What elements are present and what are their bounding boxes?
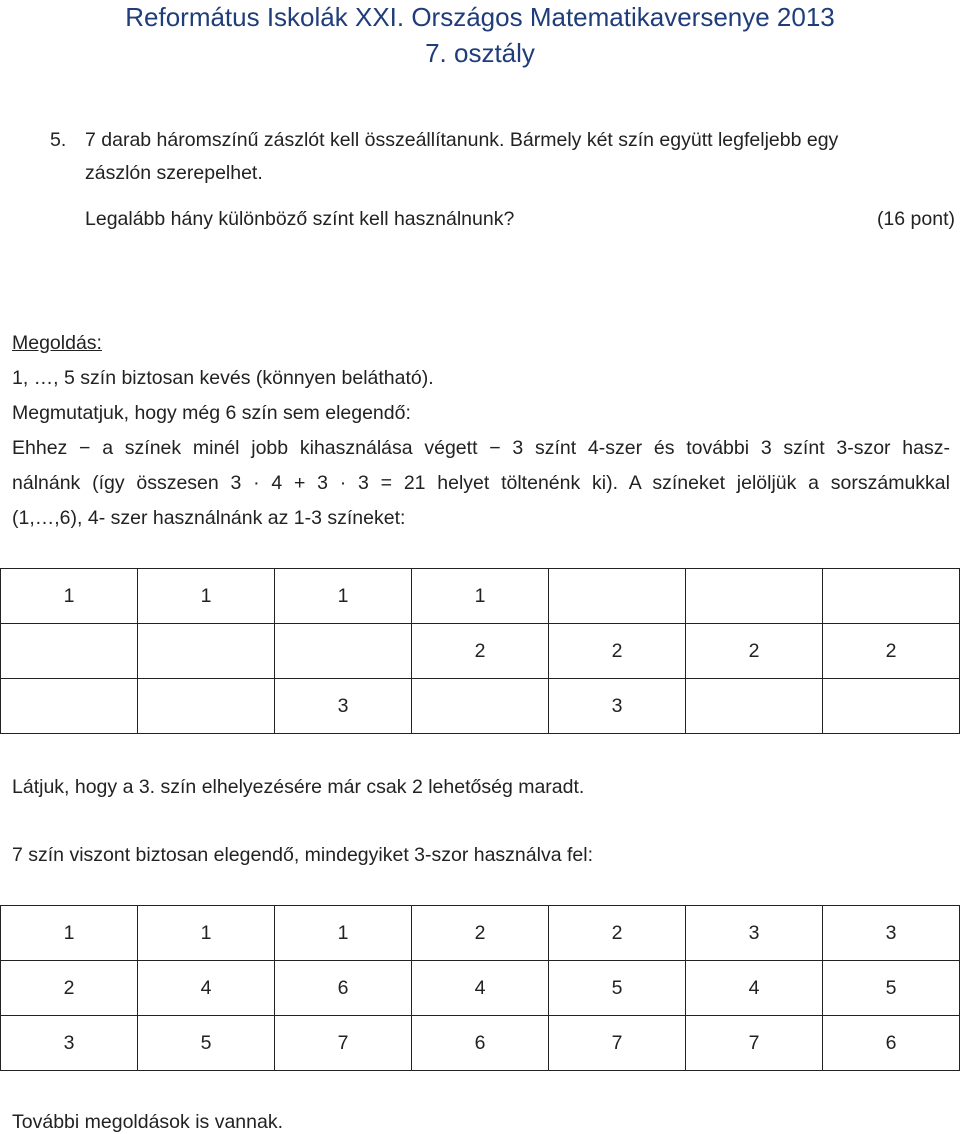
solution-line-5: (1,…,6), 4- szer használnánk az 1-3 színeket: bbox=[12, 507, 406, 529]
page-title: Református Iskolák XXI. Országos Matematikaversenye 2013 bbox=[125, 2, 835, 32]
table-cell: 2 bbox=[412, 624, 549, 679]
observation-text: Látjuk, hogy a 3. szín elhelyezésére már csak 2 lehetőség maradt. bbox=[12, 776, 585, 798]
table-cell: 3 bbox=[275, 679, 412, 734]
table-cell bbox=[138, 679, 275, 734]
table-cell: 2 bbox=[686, 624, 823, 679]
table-cell bbox=[1, 624, 138, 679]
table-cell: 3 bbox=[549, 679, 686, 734]
table-cell bbox=[1, 679, 138, 734]
table-cell: 7 bbox=[549, 1016, 686, 1071]
table-cell: 2 bbox=[412, 906, 549, 961]
table-cell: 1 bbox=[275, 906, 412, 961]
table-row bbox=[1, 961, 960, 1016]
table-cell bbox=[686, 569, 823, 624]
table-cell: 6 bbox=[823, 1016, 960, 1071]
table-cell: 3 bbox=[823, 906, 960, 961]
six-color-table bbox=[0, 568, 960, 734]
solution-line-3: Ehhez − a színek minél jobb kihasználása végett − 3 színt 4-szer és további 3 színt 3-szor hasz- bbox=[12, 437, 950, 459]
table-cell: 5 bbox=[138, 1016, 275, 1071]
table-row bbox=[1, 569, 960, 624]
problem-number: 5. bbox=[50, 129, 67, 151]
table-cell: 1 bbox=[1, 906, 138, 961]
table-cell: 5 bbox=[823, 961, 960, 1016]
seven-color-table bbox=[0, 905, 960, 1071]
table-cell: 2 bbox=[549, 624, 686, 679]
table-cell bbox=[275, 624, 412, 679]
problem-question: Legalább hány különböző színt kell használnunk? bbox=[85, 208, 515, 230]
table-cell: 5 bbox=[549, 961, 686, 1016]
table-row bbox=[1, 1016, 960, 1071]
table-row bbox=[1, 906, 960, 961]
solution-line-2: Megmutatjuk, hogy még 6 szín sem elegendő: bbox=[12, 402, 411, 424]
solution-heading: Megoldás: bbox=[12, 332, 102, 354]
problem-points: (16 pont) bbox=[876, 208, 955, 230]
table-row bbox=[1, 679, 960, 734]
grade-subtitle: 7. osztály bbox=[425, 38, 535, 68]
table-cell: 2 bbox=[1, 961, 138, 1016]
table-cell bbox=[823, 679, 960, 734]
table-cell: 4 bbox=[138, 961, 275, 1016]
table-cell: 1 bbox=[1, 569, 138, 624]
table-cell: 3 bbox=[1, 1016, 138, 1071]
table-cell: 4 bbox=[412, 961, 549, 1016]
table-cell bbox=[823, 569, 960, 624]
problem-text-line-2: zászlón szerepelhet. bbox=[85, 162, 263, 184]
closing-note: További megoldások is vannak. bbox=[12, 1111, 283, 1133]
table-cell: 7 bbox=[686, 1016, 823, 1071]
table-cell: 4 bbox=[686, 961, 823, 1016]
seven-color-statement: 7 szín viszont biztosan elegendő, mindegyiket 3-szor használva fel: bbox=[12, 844, 593, 866]
table-cell: 7 bbox=[275, 1016, 412, 1071]
table-cell: 6 bbox=[412, 1016, 549, 1071]
solution-line-4: nálnánk (így összesen 3 · 4 + 3 · 3 = 21 helyet töltenénk ki). A színeket jelöljük a sorszámukkal bbox=[12, 472, 950, 494]
table-cell: 1 bbox=[138, 906, 275, 961]
table-cell: 2 bbox=[549, 906, 686, 961]
table-cell: 1 bbox=[138, 569, 275, 624]
problem-text-line-1: 7 darab háromszínű zászlót kell összeállítanunk. Bármely két szín együtt legfeljebb egy bbox=[85, 129, 839, 151]
table-cell: 3 bbox=[686, 906, 823, 961]
table-cell bbox=[412, 679, 549, 734]
table-cell bbox=[138, 624, 275, 679]
table-row bbox=[1, 624, 960, 679]
table-cell: 2 bbox=[823, 624, 960, 679]
solution-line-1: 1, …, 5 szín biztosan kevés (könnyen belátható). bbox=[12, 367, 434, 389]
table-cell: 1 bbox=[275, 569, 412, 624]
table-cell bbox=[686, 679, 823, 734]
table-cell: 1 bbox=[412, 569, 549, 624]
table-cell bbox=[549, 569, 686, 624]
table-cell: 6 bbox=[275, 961, 412, 1016]
